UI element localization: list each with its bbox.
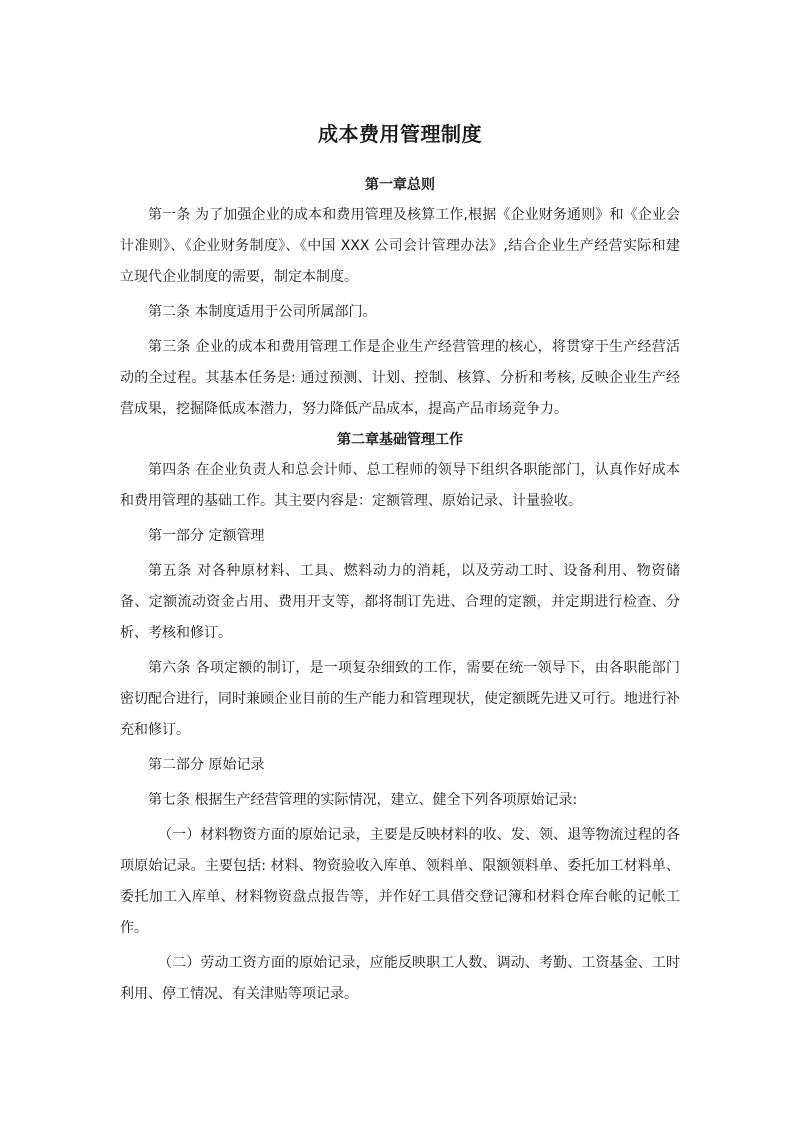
chapter-heading: 第二章基础管理工作 bbox=[337, 432, 463, 448]
part-heading: 第一部分 定额管理 bbox=[148, 528, 265, 544]
chapter-heading: 第一章总则 bbox=[365, 177, 435, 193]
article-2: 第二条 本制度适用于公司所属部门。 bbox=[148, 304, 377, 320]
clause-item: （一）材料物资方面的原始记录，主要是反映材料的收、发、领、退等物流过程的各项原始记录。主要包括: 材料、物资验收入库单、领料单、限额领料单、委托加工材料单、委托加工入库单、材料物资盘点报告等，并作好工具借交登记簿和材料仓库台帐的记帐工作。 bbox=[120, 827, 680, 936]
article-7: 第七条 根据生产经营管理的实际情况，建立、健全下列各项原始记录: bbox=[148, 792, 578, 808]
article-3: 第三条 企业的成本和费用管理工作是企业生产经营管理的核心，将贯穿于生产经营活动的全过程。其基本任务是: 通过预测、计划、控制、核算、分析和考核, 反映企业生产经营成果，挖掘降低成本潜力，努力降低产品成本，提高产品市场竞争力。 bbox=[120, 339, 680, 417]
article-6: 第六条 各项定额的制订，是一项复杂细致的工作，需要在统一领导下，由各职能部门密切配合进行，同时兼顾企业目前的生产能力和管理现状，使定额既先进又可行。地进行补充和修订。 bbox=[120, 660, 680, 738]
article-5: 第五条 对各种原材料、工具、燃料动力的消耗，以及劳动工时、设备利用、物资储备、定额流动资金占用、费用开支等，都将制订先进、合理的定额，并定期进行检查、分析、考核和修订。 bbox=[120, 563, 680, 641]
article-1: 第一条 为了加强企业的成本和费用管理及核算工作,根据《企业财务通则》和《企业会计准则》、《企业财务制度》、《中国 XXX 公司会计管理办法》,结合企业生产经营实际和建立现代企业制度的需要，制定本制度。 bbox=[120, 207, 680, 285]
part-heading: 第二部分 原始记录 bbox=[148, 757, 265, 773]
document-title: 成本费用管理制度 bbox=[318, 122, 482, 146]
document-body bbox=[120, 170, 680, 1010]
article-4: 第四条 在企业负责人和总会计师、总工程师的领导下组织各职能部门，认真作好成本和费用管理的基础工作。其主要内容是：定额管理、原始记录、计量验收。 bbox=[120, 462, 680, 509]
clause-item: （二）劳动工资方面的原始记录，应能反映职工人数、调动、考勤、工资基金、工时利用、停工情况、有关津贴等项记录。 bbox=[120, 955, 680, 1002]
